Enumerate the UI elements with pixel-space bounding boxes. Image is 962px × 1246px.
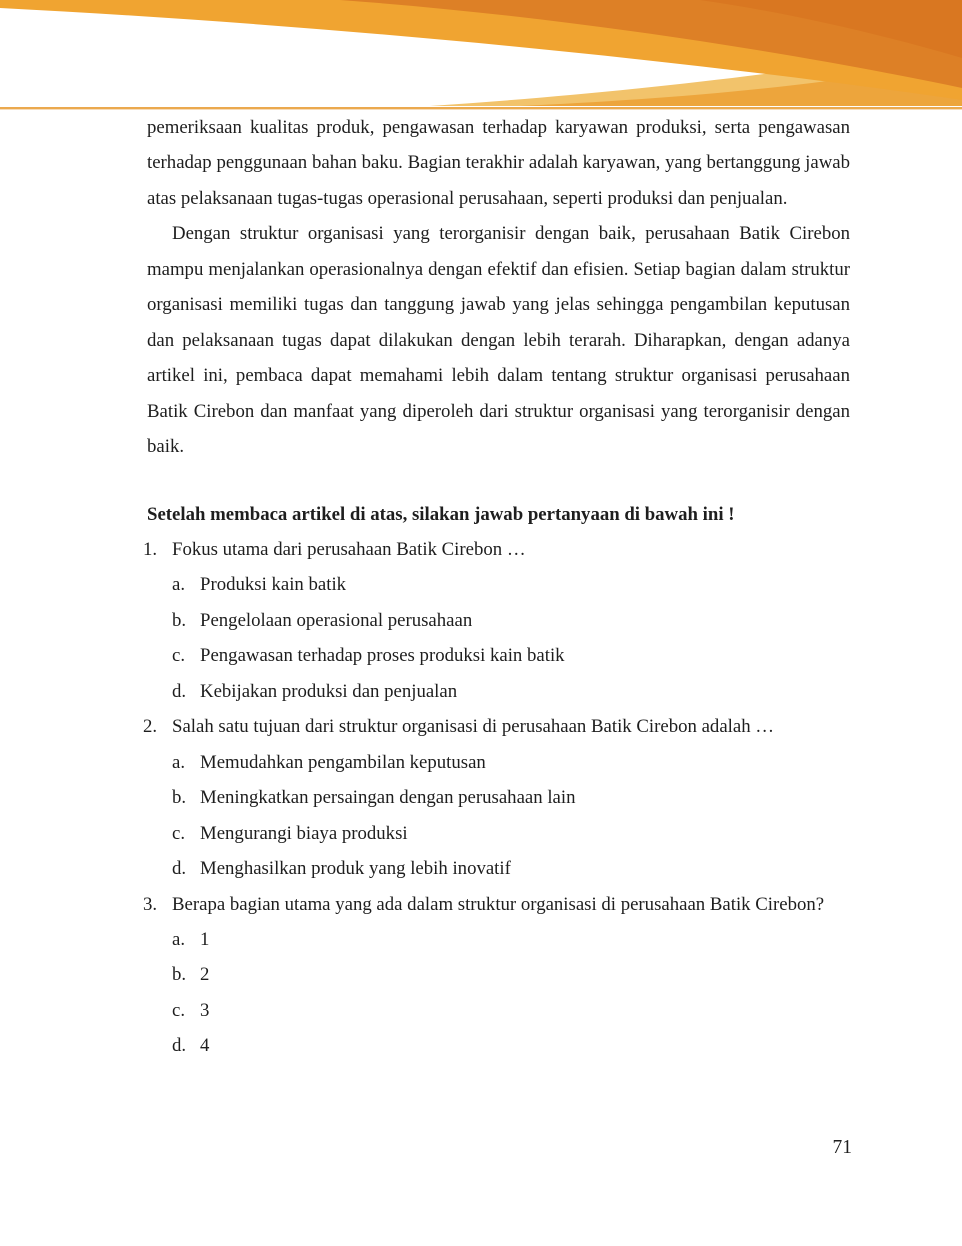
- option-letter: b.: [172, 609, 187, 631]
- option-text: Mengurangi biaya produksi: [200, 822, 408, 844]
- option-letter: a.: [172, 751, 186, 773]
- question-1: [143, 532, 850, 567]
- article-paragraph-1: pemeriksaan kualitas produk, pengawasan terhadap karyawan produksi, serta pengawasan terhadap penggunaan bahan baku. Bagian terakhir adalah karyawan, yang bertanggung jawab atas pelaksanaan tugas-tugas operasional perusahaan, seperti produksi dan penjualan.: [147, 117, 850, 209]
- option-text: Pengelolaan operasional perusahaan: [200, 609, 473, 631]
- option-letter: c.: [172, 822, 186, 844]
- header-swoosh-decoration: [0, 0, 962, 112]
- option-letter: d.: [172, 858, 187, 880]
- option-text: Meningkatkan persaingan dengan perusahaan lain: [200, 787, 576, 809]
- option-text: Menghasilkan produk yang lebih inovatif: [200, 858, 511, 880]
- option-text: 3: [200, 999, 210, 1021]
- question-1-option-d: [147, 674, 850, 709]
- question-1-text: Fokus utama dari perusahaan Batik Cirebon …: [172, 538, 526, 560]
- question-3-option-d: [147, 1028, 850, 1063]
- option-text: 1: [200, 928, 210, 950]
- option-letter: a.: [172, 928, 186, 950]
- article-paragraph-2: Dengan struktur organisasi yang terorganisir dengan baik, perusahaan Batik Cirebon mampu menjalankan operasionalnya dengan efektif dan efisien. Setiap bagian dalam struktur organisasi memiliki tugas dan tanggung jawab yang jelas sehingga pengambilan keputusan dan pelaksanaan tugas dapat dilakukan dengan lebih terarah. Diharapkan, dengan adanya artikel ini, pembaca dapat memahami lebih dalam tentang struktur organisasi perusahaan Batik Cirebon dan manfaat yang diperoleh dari struktur organisasi yang terorganisir dengan baik.: [147, 223, 850, 458]
- option-letter: c.: [172, 999, 186, 1021]
- option-text: 4: [200, 1035, 210, 1057]
- option-letter: c.: [172, 645, 186, 667]
- question-2-option-b: [147, 780, 850, 815]
- option-text: Pengawasan terhadap proses produksi kain batik: [200, 645, 565, 667]
- option-letter: b.: [172, 787, 187, 809]
- option-text: Kebijakan produksi dan penjualan: [200, 680, 458, 702]
- question-2-number: 2.: [143, 716, 158, 738]
- option-text: Produksi kain batik: [200, 574, 347, 596]
- question-1-option-b: [147, 603, 850, 638]
- question-1-number: 1.: [143, 538, 158, 560]
- quiz-instruction: Setelah membaca artikel di atas, silakan jawab pertanyaan di bawah ini !: [147, 503, 735, 525]
- question-2-option-a: [147, 745, 850, 780]
- option-letter: a.: [172, 574, 186, 596]
- question-2-text: Salah satu tujuan dari struktur organisasi di perusahaan Batik Cirebon adalah …: [172, 716, 775, 738]
- option-letter: d.: [172, 680, 187, 702]
- option-letter: b.: [172, 964, 187, 986]
- question-3-option-c: [147, 993, 850, 1028]
- question-1-option-a: [147, 567, 850, 602]
- article-content: [143, 110, 850, 1064]
- question-2: [143, 709, 850, 744]
- question-3-text: Berapa bagian utama yang ada dalam struktur organisasi di perusahaan Batik Cirebon?: [172, 893, 825, 915]
- question-1-option-c: [147, 638, 850, 673]
- question-2-option-c: [147, 816, 850, 851]
- option-text: Memudahkan pengambilan keputusan: [200, 751, 486, 773]
- option-text: 2: [200, 964, 210, 986]
- page-number: 71: [832, 1137, 852, 1158]
- question-3-option-b: [147, 957, 850, 992]
- question-3-option-a: [147, 922, 850, 957]
- option-letter: d.: [172, 1035, 187, 1057]
- question-2-option-d: [147, 851, 850, 886]
- question-3-number: 3.: [143, 893, 158, 915]
- question-3: [143, 887, 850, 922]
